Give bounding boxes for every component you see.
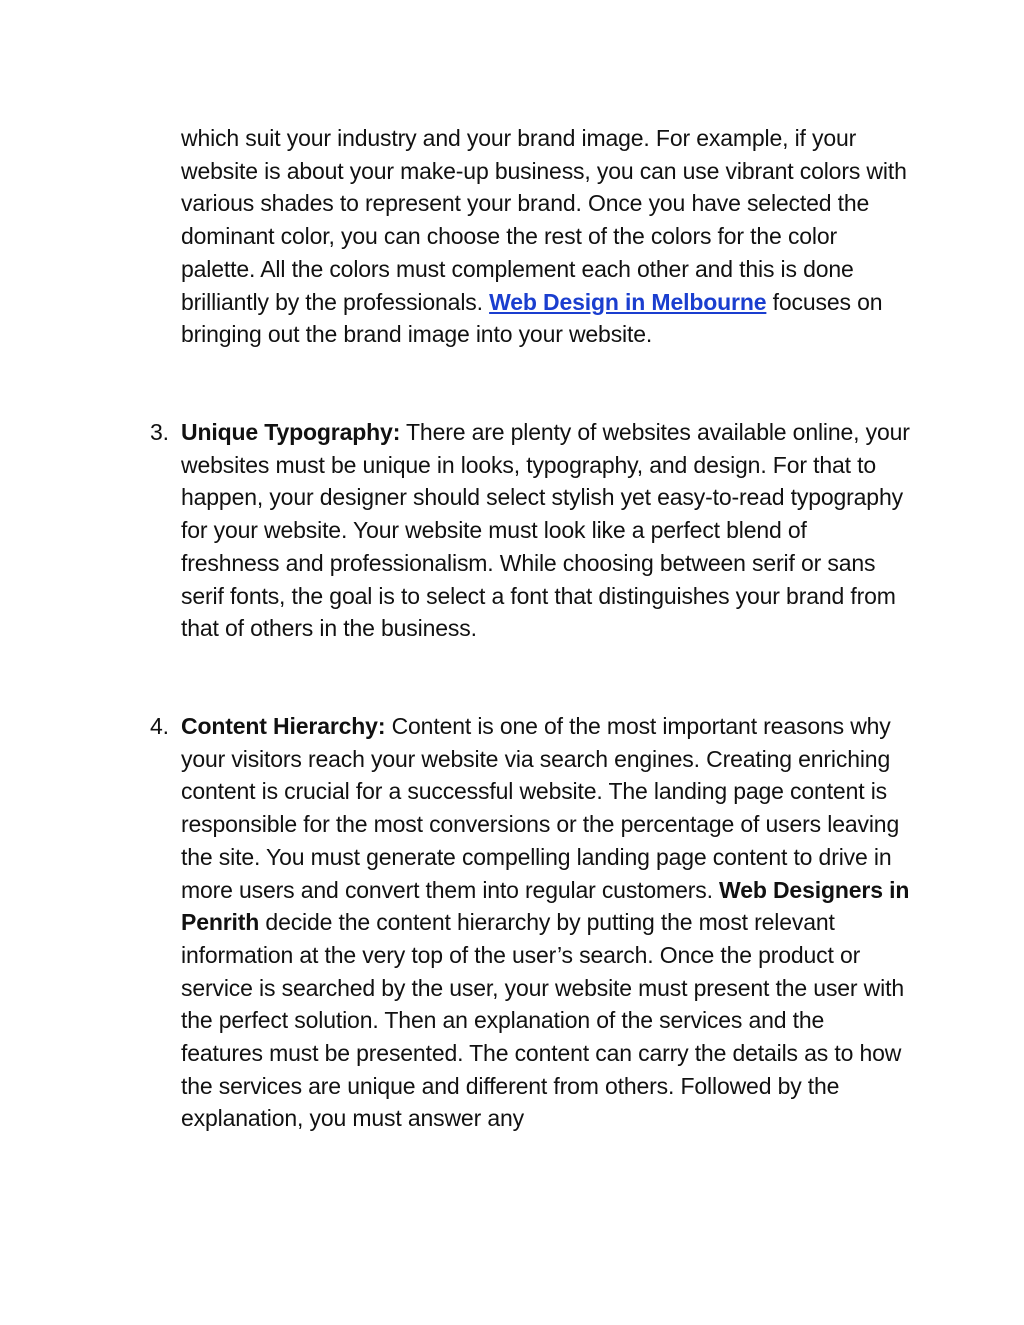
web-design-melbourne-link[interactable]: Web Design in Melbourne xyxy=(489,288,767,315)
list-item-unique-typography xyxy=(150,416,911,645)
intro-text-after-link: focuses on bringing out the brand image into your website. xyxy=(181,288,883,348)
web-designers-penrith-phrase: Web Designers in Penrith xyxy=(181,876,910,936)
list-item-body: There are plenty of websites available online, your websites must be unique in looks, typography, and design. For that to happen, your designer should select stylish yet easy-to-read typography for your website. Your website must look like a perfect blend of freshness and professionalism. While choosing between serif or sans serif fonts, the goal is to select a font that distinguishes your brand from that of others in the business. xyxy=(181,419,910,642)
list-item-content-hierarchy xyxy=(150,710,911,1135)
intro-paragraph xyxy=(181,122,911,351)
list-item-heading: Content Hierarchy: xyxy=(181,713,386,739)
list-item-body: Content is one of the most important reasons why your visitors reach your website via search engines. Creating enriching content is crucial for a successful website. The landing page content is responsible for the most conversions or the percentage of users leaving the site. You must generate compelling landing page content to drive in more users and convert them into regular customers. xyxy=(181,713,900,903)
intro-text-before-link: which suit your industry and your brand image. For example, if your website is about your make-up business, you can use vibrant colors with various shades to represent your brand. Once you have selected the dominant color, you can choose the rest of the colors for the color palette. All the colors must complement each other and this is done brilliantly by the professionals. xyxy=(181,125,907,315)
list-item-number: 3. xyxy=(150,419,169,445)
list-item-heading: Unique Typography: xyxy=(181,419,401,445)
list-item-number: 4. xyxy=(150,713,169,739)
list-item-body-continued: decide the content hierarchy by putting the most relevant information at the very top of the user’s search. Once the product or service is searched by the user, your website must present the user with the perfect solution. Then an explanation of the services and the features must be presented. The content can carry the details as to how the services are unique and different from others. Followed by the explanation, you must answer any xyxy=(181,909,904,1132)
